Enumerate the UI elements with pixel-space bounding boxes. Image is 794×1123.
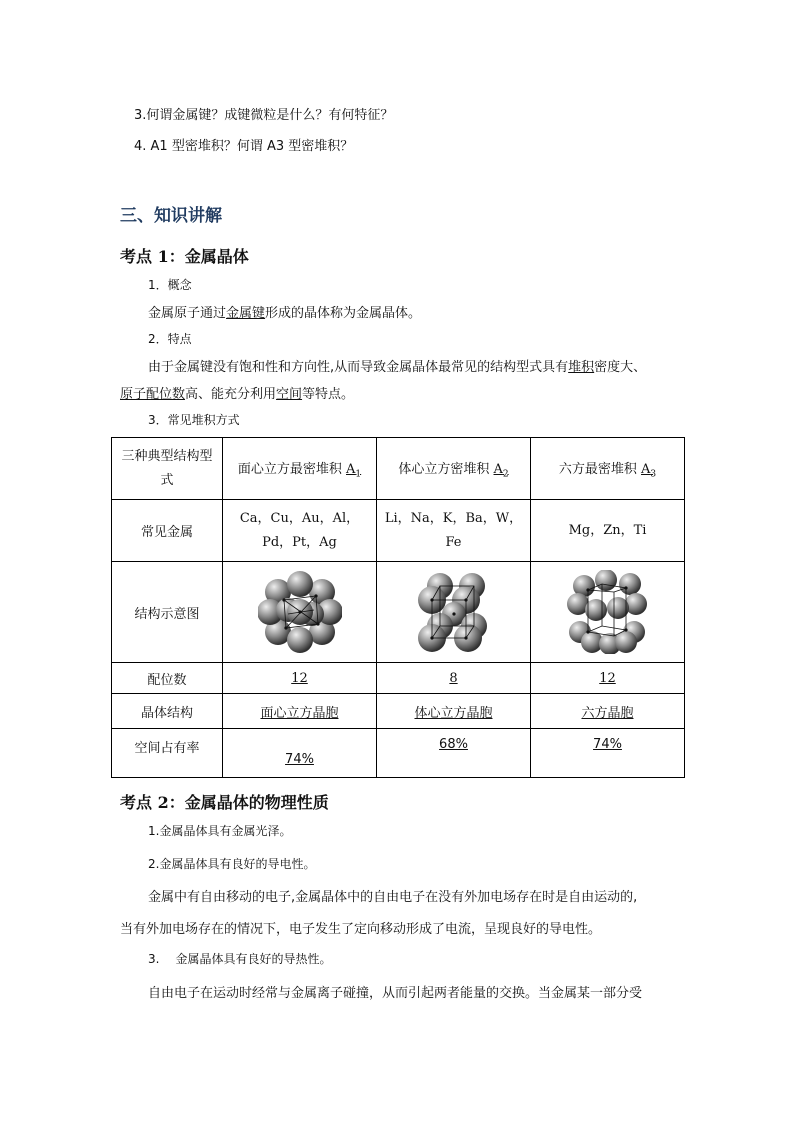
- item-3-number: 3.: [148, 952, 160, 966]
- point2-title: 考点 2：金属晶体的物理性质: [120, 793, 329, 812]
- table-row-diagram: [112, 562, 685, 663]
- table-row-structure: [112, 694, 685, 729]
- packing-table: [111, 437, 685, 778]
- struct-fcc-cell: [223, 694, 377, 729]
- features-text-c: 高、能充分利用: [185, 387, 277, 402]
- struct-label: 晶体结构: [112, 694, 223, 729]
- header-bcc-symbol: [493, 461, 509, 480]
- section-title: 三、知识讲解: [120, 206, 222, 226]
- fcc-unit-cell-image: [258, 570, 342, 654]
- metals-fcc: Ca，Cu，Au，Al，Pd，Pt，Ag: [223, 500, 377, 562]
- point1-features-line2: [120, 383, 354, 402]
- bcc-symbol-letter: A: [493, 461, 503, 477]
- point2-para-2: 当有外加电场存在的情况下，电子发生了定向移动形成了电流，呈现良好的导电性。: [120, 922, 602, 937]
- point1-title: 考点 1：金属晶体: [120, 247, 249, 266]
- space-fcc: 74%: [285, 752, 314, 767]
- fcc-symbol-letter: A: [346, 461, 356, 477]
- coord-fcc: 12: [291, 670, 308, 686]
- space-label: 空间占有率: [112, 729, 223, 778]
- point2-para-3: 自由电子在运动时经常与金属离子碰撞，从而引起两者能量的交换。当金属某一部分受: [148, 986, 643, 1001]
- point1-features-line1: [148, 356, 646, 375]
- metals-hcp: Mg，Zn，Ti: [531, 500, 685, 562]
- question-3: 3.何谓金属键？成键微粒是什么？有何特征？: [134, 108, 394, 123]
- space-fcc-cell: [223, 729, 377, 778]
- question-4: 4. A1 型密堆积？何谓 A3 型密堆积？: [134, 139, 354, 154]
- coord-bcc: 8: [449, 670, 458, 686]
- struct-hcp-cell: [531, 694, 685, 729]
- bcc-symbol-sub: 2: [502, 469, 509, 480]
- point1-heading-concept: 1．概念: [148, 278, 192, 292]
- bcc-unit-cell-image: [412, 570, 496, 654]
- header-fcc-cell: [223, 438, 377, 500]
- point1-heading-features: 2．特点: [148, 332, 192, 346]
- header-hcp-symbol: [641, 461, 657, 480]
- header-fcc-symbol: [346, 461, 362, 480]
- diagram-hcp-cell: [531, 562, 685, 663]
- coord-fcc-cell: [223, 663, 377, 694]
- concept-blank-metal-bond: 金属键: [226, 306, 266, 321]
- space-bcc-cell: [377, 729, 531, 778]
- table-header-row: [112, 438, 685, 500]
- struct-hcp: 六方晶胞: [581, 705, 634, 721]
- struct-bcc: 体心立方晶胞: [414, 705, 493, 721]
- space-bcc: 68%: [439, 737, 468, 752]
- header-bcc-cell: [377, 438, 531, 500]
- item-3-text: 金属晶体具有良好的导热性。: [175, 952, 332, 966]
- coord-hcp-cell: [531, 663, 685, 694]
- header-label-cell: [112, 438, 223, 500]
- metals-bcc: Li，Na，K，Ba，W，Fe: [377, 500, 531, 562]
- features-text-d: 等特点。: [302, 387, 355, 402]
- point2-item-2: 2.金属晶体具有良好的导电性。: [148, 857, 316, 871]
- point1-concept-text: [148, 302, 421, 321]
- table-row-coordination: [112, 663, 685, 694]
- features-blank-space: 空间: [276, 387, 303, 402]
- coord-bcc-cell: [377, 663, 531, 694]
- header-bcc: 体心立方密堆积: [398, 461, 490, 477]
- table-row-metals: [112, 500, 685, 562]
- concept-text-a: 金属原子通过: [148, 306, 227, 321]
- space-hcp: 74%: [593, 737, 622, 752]
- coord-label: 配位数: [112, 663, 223, 694]
- metals-label: 常见金属: [112, 500, 223, 562]
- features-text-b: 密度大、: [594, 360, 647, 375]
- space-hcp-cell: [531, 729, 685, 778]
- hcp-unit-cell-image: [566, 570, 650, 654]
- hcp-symbol-sub: 3: [650, 469, 657, 480]
- diagram-fcc-cell: [223, 562, 377, 663]
- coord-hcp: 12: [599, 670, 616, 686]
- features-blank-coordination: 原子配位数: [120, 387, 186, 402]
- diagram-label: 结构示意图: [112, 562, 223, 663]
- concept-text-b: 形成的晶体称为金属晶体。: [265, 306, 422, 321]
- point1-heading-packing: 3．常见堆积方式: [148, 413, 240, 427]
- point2-item-1: 1.金属晶体具有金属光泽。: [148, 824, 292, 838]
- header-fcc: 面心立方最密堆积: [237, 461, 342, 477]
- hcp-symbol-letter: A: [641, 461, 651, 477]
- features-blank-packing: 堆积: [568, 360, 595, 375]
- header-hcp-cell: [531, 438, 685, 500]
- table-row-space: [112, 729, 685, 778]
- struct-bcc-cell: [377, 694, 531, 729]
- point2-item-3: [148, 950, 331, 967]
- fcc-symbol-sub: 1: [355, 469, 362, 480]
- header-label: 三种典型结构型式: [121, 448, 213, 488]
- point2-para-1: 金属中有自由移动的电子,金属晶体中的自由电子在没有外加电场存在时是自由运动的,: [148, 890, 638, 905]
- diagram-bcc-cell: [377, 562, 531, 663]
- header-hcp: 六方最密堆积: [558, 461, 637, 477]
- struct-fcc: 面心立方晶胞: [260, 705, 339, 721]
- features-text-a: 由于金属键没有饱和性和方向性,从而导致金属晶体最常见的结构型式具有: [148, 360, 569, 375]
